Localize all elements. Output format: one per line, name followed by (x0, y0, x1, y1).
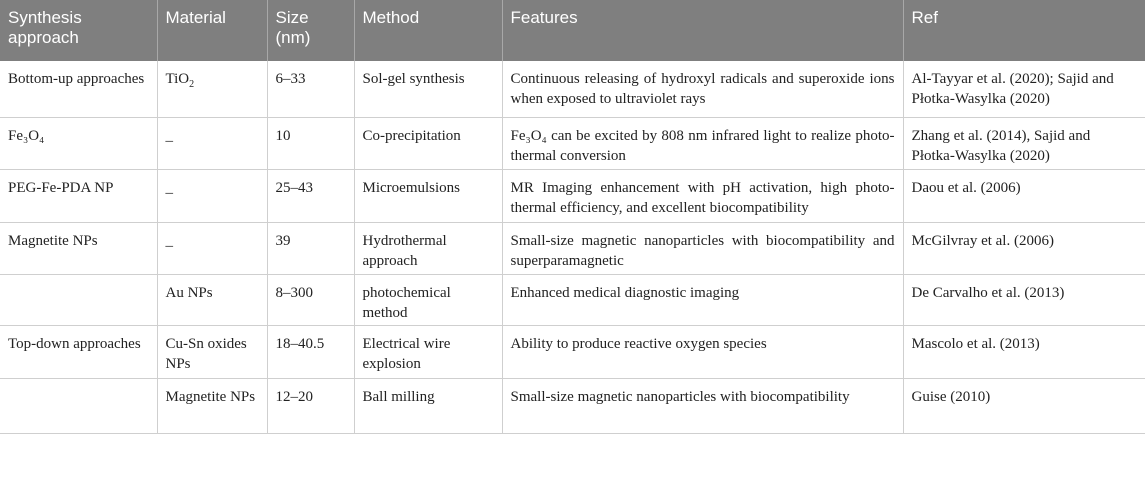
header-ref: Ref (911, 8, 938, 27)
header-synthesis-approach: Synthesis approach (0, 0, 157, 61)
header-features: Features (502, 0, 903, 61)
cell-ref: Daou et al. (2006) (903, 169, 1145, 222)
header-size: Size (nm) (267, 0, 354, 61)
cell-features: Enhanced medical diagnostic imaging (502, 274, 903, 325)
table-header (0, 0, 1145, 61)
cell-features: Ability to produce reactive oxygen species (502, 325, 903, 378)
cell-ref: Mascolo et al. (2013) (903, 325, 1145, 378)
cell-ref: McGilvray et al. (2006) (903, 222, 1145, 274)
cell-ref: Zhang et al. (2014), Sajid and Płotka-Wasylka (2020) (903, 117, 1145, 169)
table-row (0, 61, 1145, 117)
cell-ref: De Carvalho et al. (2013) (903, 274, 1145, 325)
cell-size: 10 (267, 117, 354, 169)
cell-size: 8–300 (267, 274, 354, 325)
cell-material: Cu-Sn oxides NPs (157, 325, 267, 378)
cell-method: Co-precipitation (354, 117, 502, 169)
table-row (0, 325, 1145, 378)
cell-size: 12–20 (267, 378, 354, 433)
table-body (0, 61, 1145, 433)
cell-material: Magnetite NPs (157, 378, 267, 433)
cell-approach (0, 378, 157, 433)
cell-approach: Top-down approaches (0, 325, 157, 378)
cell-features: Small-size magnetic nanoparticles with biocompatibility (502, 378, 903, 433)
table-row (0, 117, 1145, 169)
cell-method: Hydrothermal approach (354, 222, 502, 274)
material-text: TiO (165, 71, 190, 87)
cell-method: photochemical method (354, 274, 502, 325)
cell-features: MR Imaging enhancement with pH activation, high photo-thermal efficiency, and excellent biocompatibility (502, 169, 903, 222)
cell-material: _ (157, 222, 267, 274)
cell-size: 25–43 (267, 169, 354, 222)
material-subscript: 2 (189, 79, 195, 90)
table-row (0, 274, 1145, 325)
cell-method: Sol-gel synthesis (354, 61, 502, 117)
cell-approach: Fe₃O₄ (0, 117, 157, 169)
header-row (0, 0, 1145, 61)
header-material: Material (157, 0, 267, 61)
cell-method: Electrical wire explosion (354, 325, 502, 378)
cell-material: _ (157, 169, 267, 222)
cell-approach: Bottom-up approaches (0, 61, 157, 117)
table-row (0, 378, 1145, 433)
cell-size: 18–40.5 (267, 325, 354, 378)
cell-ref: Al-Tayyar et al. (2020); Sajid and Płotka-Wasylka (2020) (903, 61, 1145, 117)
cell-features: Small-size magnetic nanoparticles with biocompatibility and superparamagnetic (502, 222, 903, 274)
cell-size: 6–33 (267, 61, 354, 117)
cell-size: 39 (267, 222, 354, 274)
header-method: Method (354, 0, 502, 61)
cell-method: Ball milling (354, 378, 502, 433)
table-row (0, 169, 1145, 222)
cell-approach: Magnetite NPs (0, 222, 157, 274)
cell-approach (0, 274, 157, 325)
cell-approach: PEG-Fe-PDA NP (0, 169, 157, 222)
cell-features: Fe₃O₄ can be excited by 808 nm infrared light to realize photo-thermal conversion (502, 117, 903, 169)
cell-method: Microemulsions (354, 169, 502, 222)
cell-features: Continuous releasing of hydroxyl radicals and superoxide ions when exposed to ultraviolet rays (502, 61, 903, 117)
cell-material: Au NPs (157, 274, 267, 325)
cell-ref: Guise (2010) (903, 378, 1145, 433)
table-row (0, 222, 1145, 274)
cell-material: _ (157, 117, 267, 169)
cell-material (157, 61, 267, 117)
